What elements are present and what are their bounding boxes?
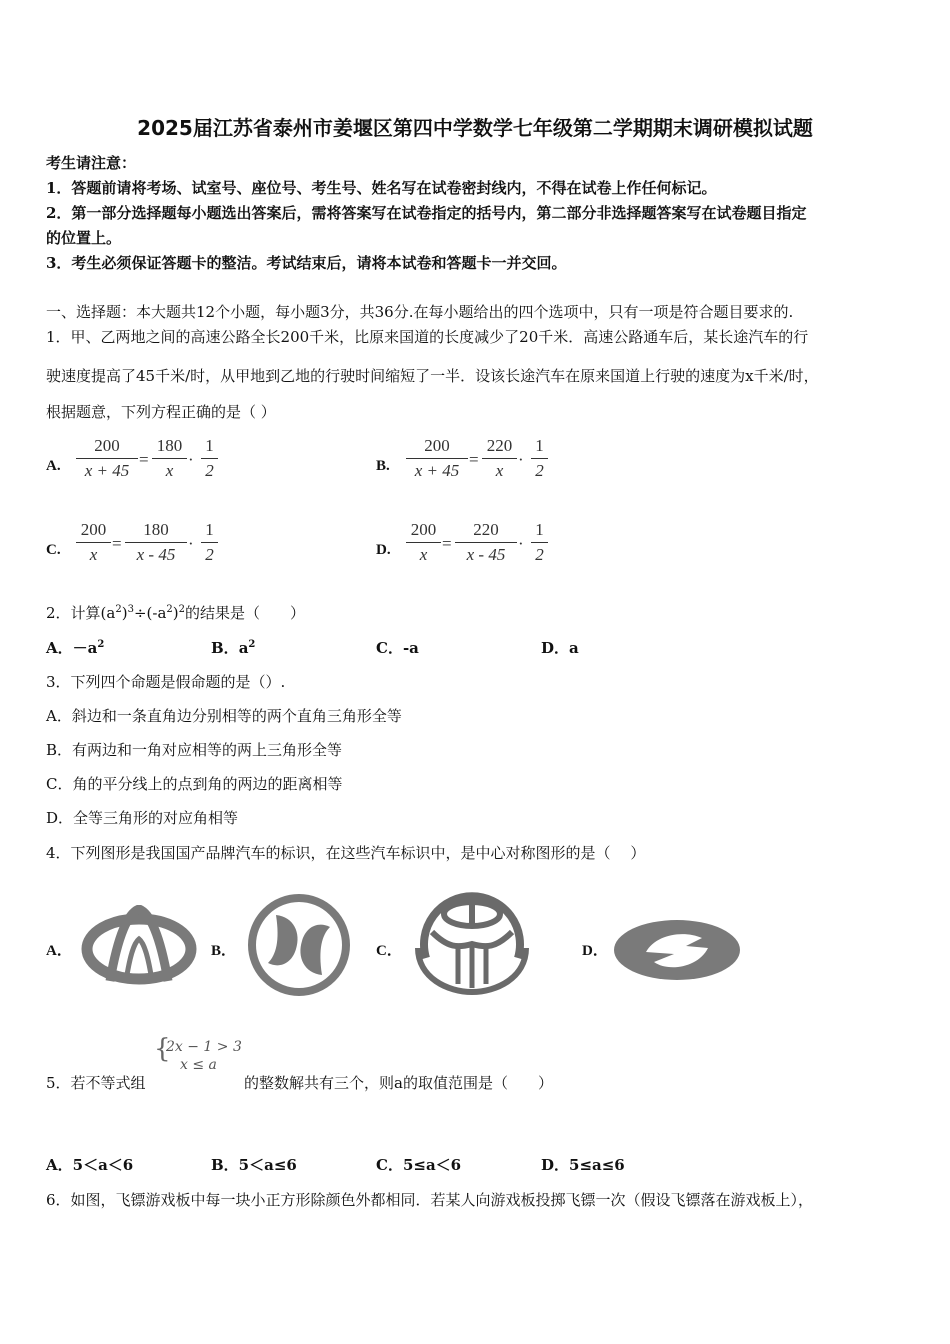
fraction-bar — [406, 458, 468, 459]
denominator: x + 45 — [414, 461, 460, 480]
q4-label-c: C． — [376, 943, 402, 959]
q5-option: A．5＜a＜6 — [46, 1156, 134, 1174]
numerator: 220 — [486, 436, 513, 455]
car-logo-d-icon — [612, 918, 742, 982]
option-label: B. — [376, 458, 390, 474]
q2-stem — [46, 602, 305, 623]
fraction-bar — [455, 542, 517, 543]
equals-sign: = — [469, 450, 479, 469]
q2-sup: 2 — [115, 604, 122, 615]
q5-option: D．5≤a≤6 — [541, 1156, 625, 1174]
q2-mid: ) — [121, 604, 128, 622]
fraction-bar — [201, 542, 218, 543]
q5-option: C．5≤a＜6 — [376, 1156, 462, 1174]
denominator: x — [165, 461, 174, 480]
q4-stem: 4．下列图形是我国国产品牌汽车的标识，在这些汽车标识中，是中心对称图形的是（ ） — [46, 844, 646, 862]
numerator: 180 — [143, 520, 169, 539]
dot-operator: · — [518, 450, 524, 469]
option-label: D. — [376, 542, 391, 558]
fraction-bar — [201, 458, 218, 459]
q2-option-c: C．-a — [376, 639, 419, 657]
q4-label-b: B． — [211, 943, 237, 959]
fraction-bar — [152, 458, 187, 459]
notice-item: 3．考生必须保证答题卡的整洁。考试结束后，请将本试卷和答题卡一并交回。 — [46, 254, 567, 272]
fraction-bar — [125, 542, 187, 543]
denominator: x — [89, 545, 98, 564]
notice-item: 2．第一部分选择题每小题选出答案后，需将答案写在试卷指定的括号内，第二部分非选择题答案写在试卷题目指定 — [46, 204, 807, 222]
fraction-bar — [531, 542, 548, 543]
q1-option-a — [46, 436, 346, 492]
q2-sup: 2 — [166, 604, 173, 615]
q2-option-d: D．a — [541, 639, 579, 657]
q2-option-a: A．$-a^2$ — [46, 639, 105, 657]
numerator: 200 — [410, 520, 437, 539]
fraction — [201, 436, 218, 481]
q1-line: 驶速度提高了45千米/时，从甲地到乙地的行驶时间缩短了一半．设该长途汽车在原来国道上行驶的速度为x千米/时， — [46, 367, 819, 385]
q2-pre: 2．计算(a — [46, 604, 116, 622]
q5-inequality-system — [154, 1034, 242, 1074]
car-logo-c-icon — [408, 888, 536, 998]
denominator: 2 — [205, 461, 214, 480]
q3-option: A．斜边和一条直角边分别相等的两个直角三角形全等 — [46, 707, 402, 725]
fraction — [482, 436, 517, 481]
dot-operator: · — [518, 534, 524, 553]
denominator: x - 45 — [136, 545, 176, 564]
brace: { — [154, 1034, 171, 1064]
fraction — [531, 436, 548, 481]
fraction — [406, 520, 441, 565]
q2-option-b: B．$a^2$ — [211, 639, 256, 657]
fraction-bar — [76, 458, 138, 459]
q3-option: D．全等三角形的对应角相等 — [46, 809, 239, 827]
numerator: 1 — [535, 436, 544, 455]
option-label: C. — [46, 542, 61, 558]
q3-option: B．有两边和一角对应相等的两上三角形全等 — [46, 741, 343, 759]
q1-line: 1．甲、乙两地之间的高速公路全长200千米，比原来国道的长度减少了20千米．高速公路通车后，某长途汽车的行 — [46, 328, 809, 346]
q4-label-a: A． — [46, 943, 72, 959]
numerator: 200 — [424, 436, 450, 455]
fraction — [201, 520, 218, 565]
denominator: x — [419, 545, 428, 564]
q4-label-d: D． — [582, 943, 608, 959]
dot-operator: · — [188, 534, 194, 553]
q5-ineq-2: x ≤ a — [180, 1057, 217, 1073]
numerator: 200 — [94, 436, 120, 455]
option-label: A. — [46, 458, 61, 474]
fraction — [125, 520, 187, 565]
numerator: 200 — [80, 520, 107, 539]
fraction — [152, 436, 187, 481]
q1-option-d — [376, 520, 676, 576]
denominator: x — [495, 461, 504, 480]
q2-mid: ÷(-a — [133, 604, 167, 622]
car-logo-b-icon — [246, 893, 352, 997]
q2-sup: 3 — [127, 604, 134, 615]
q5-ineq-1: 2x − 1 > 3 — [166, 1039, 242, 1055]
fraction — [76, 520, 111, 565]
q3-stem: 3．下列四个命题是假命题的是（）. — [46, 673, 286, 691]
notice-heading: 考生请注意： — [46, 154, 137, 172]
q5-option: B．5＜a≤6 — [211, 1156, 297, 1174]
fraction — [531, 520, 548, 565]
numerator: 180 — [156, 436, 183, 455]
fraction-bar — [406, 542, 441, 543]
denominator: x + 45 — [84, 461, 130, 480]
fraction — [76, 436, 138, 481]
dot-operator: · — [188, 450, 194, 469]
fraction-bar — [482, 458, 517, 459]
equals-sign: = — [112, 534, 122, 553]
fraction-bar — [76, 542, 111, 543]
numerator: 1 — [205, 520, 214, 539]
q2-post: 的结果是（ ） — [185, 604, 306, 622]
q5-pre: 5．若不等式组 — [46, 1074, 146, 1092]
numerator: 1 — [205, 436, 214, 455]
q5-post: 的整数解共有三个，则a的取值范围是（ ） — [244, 1074, 553, 1092]
q2-mid: ) — [172, 604, 179, 622]
fraction — [455, 520, 517, 565]
numerator: 1 — [535, 520, 544, 539]
q2-sup: 2 — [178, 604, 185, 615]
q3-option: C．角的平分线上的点到角的两边的距离相等 — [46, 775, 343, 793]
q6-stem: 6．如图，飞镖游戏板中每一块小正方形除颜色外都相同．若某人向游戏板投掷飞镖一次（假设飞镖落在游戏板上）， — [46, 1191, 814, 1209]
q1-option-c — [46, 520, 346, 576]
car-logo-a-icon — [80, 905, 198, 985]
denominator: x - 45 — [466, 545, 506, 564]
fraction — [406, 436, 468, 481]
q1-option-b — [376, 436, 676, 492]
equals-sign: = — [139, 450, 149, 469]
notice-item: 的位置上。 — [46, 229, 122, 247]
numerator: 220 — [473, 520, 499, 539]
page-title: 2025届江苏省泰州市姜堰区第四中学数学七年级第二学期期末调研模拟试题 — [137, 116, 813, 140]
section-heading: 一、选择题：本大题共12个小题，每小题3分，共36分.在每小题给出的四个选项中，只有一项是符合题目要求的. — [46, 303, 794, 321]
fraction-bar — [531, 458, 548, 459]
denominator: 2 — [535, 461, 544, 480]
denominator: 2 — [535, 545, 544, 564]
equals-sign: = — [442, 534, 452, 553]
notice-item: 1．答题前请将考场、试室号、座位号、考生号、姓名写在试卷密封线内，不得在试卷上作任何标记。 — [46, 179, 717, 197]
denominator: 2 — [205, 545, 214, 564]
q1-line: 根据题意，下列方程正确的是（ ） — [46, 403, 276, 421]
